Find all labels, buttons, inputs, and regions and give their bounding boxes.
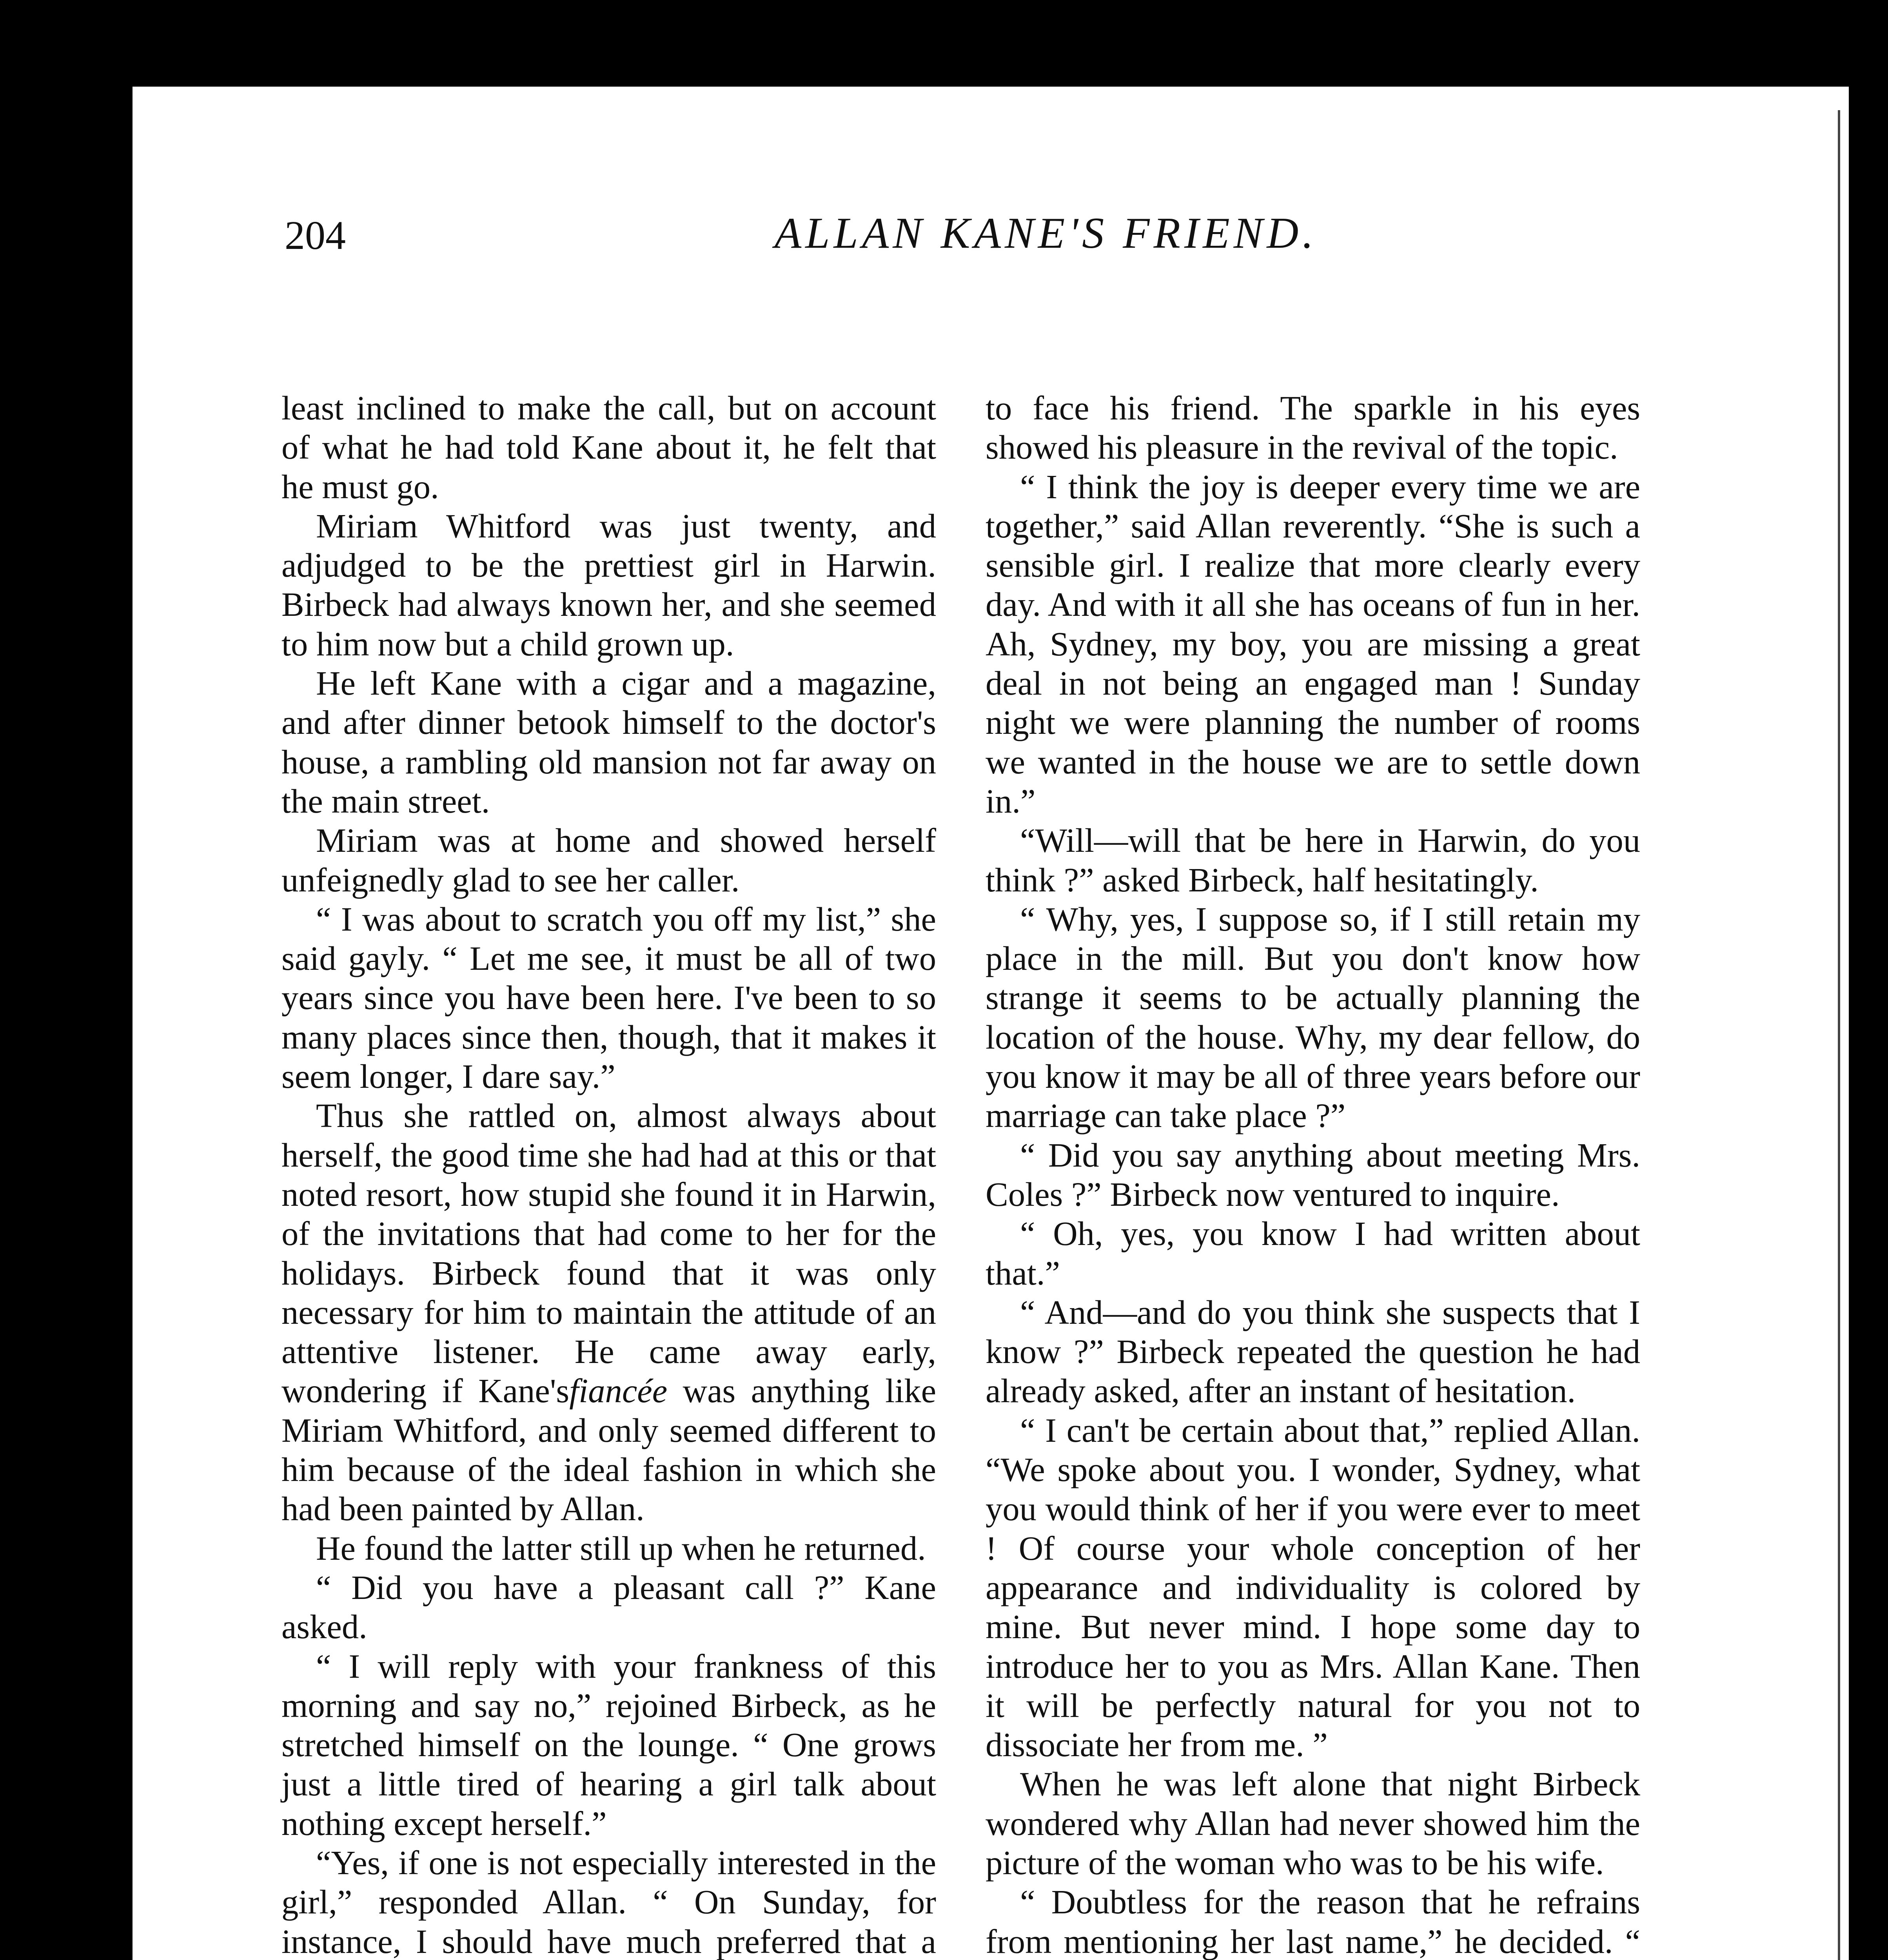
running-title: ALLAN KANE'S FRIEND. [774, 209, 1318, 258]
paragraph: “ I was about to scratch you off my list,” she said gayly. “ Let me see, it must be all of two years since you have been here. I've been to so many places since then, though, that it makes it seem longer, I dare say.” [281, 900, 936, 1096]
page-edge-line [1838, 110, 1840, 1960]
page-number: 204 [285, 213, 346, 258]
paragraph: “ Oh, yes, you know I had written about that.” [986, 1215, 1640, 1292]
book-page [133, 87, 1849, 1960]
paragraph: least inclined to make the call, but on account of what he had told Kane about it, he felt that he must go. [281, 389, 936, 506]
paragraph: He left Kane with a cigar and a magazine, and after dinner betook himself to the doctor's house, a rambling old mansion not far away on the main street. [281, 664, 936, 820]
paragraph: Miriam was at home and showed herself unfeignedly glad to see her caller. [281, 822, 936, 899]
paragraph: to face his friend. The sparkle in his eyes showed his pleasure in the revival of the topic. [986, 389, 1640, 466]
paragraph: “ Did you say anything about meeting Mrs. Coles ?” Birbeck now ventured to inquire. [986, 1136, 1640, 1213]
paragraph-text: was anything like Miriam Whitford, and only seemed different to him because of the ideal fashion in which she had been painted by Allan. [281, 1372, 937, 1528]
paragraph: “ Doubtless for the reason that he refrains from mentioning her last name,” he decided. “ [986, 1883, 1640, 1960]
paragraph: When he was left alone that night Birbeck wondered why Allan had never showed him the picture of the woman who was to be his wife. [986, 1765, 1640, 1882]
paragraph: “ I think the joy is deeper every time we are together,” said Allan reverently. “She is such a sensible girl. I realize that more clearly every day. And with it all she has oceans of fun in her. Ah, Sydney, my boy, you are missing a great deal in not being an engaged man ! Sunday night we were planning the number of rooms we wanted in the house we are to settle down in.” [986, 468, 1640, 820]
paragraph: “ And—and do you think she suspects that I know ?” Birbeck repeated the question he had already asked, after an instant of hesitation. [986, 1293, 1640, 1410]
left-column [281, 388, 936, 1960]
paragraph [281, 1096, 936, 1528]
paragraph: “Yes, if one is not especially interested in the girl,” responded Allan. “ On Sunday, for instance, I should have much preferred that a [281, 1844, 936, 1960]
paragraph: “ Did you have a pleasant call ?” Kane asked. [281, 1568, 936, 1646]
paragraph: “ I will reply with your frankness of this morning and say no,” rejoined Birbeck, as he stretched himself on the lounge. “ One grows just a little tired of hearing a girl talk about nothing except herself.” [281, 1647, 936, 1842]
paragraph: “Will—will that be here in Harwin, do you think ?” asked Birbeck, half hesitatingly. [986, 822, 1640, 899]
paragraph: “ I can't be certain about that,” replied Allan. “We spoke about you. I wonder, Sydney, what you would think of her if you were ever to meet ! Of course your whole conception of her appearance and individuality is colored by mine. But never mind. I hope some day to introduce her to you as Mrs. Allan Kane. Then it will be perfectly natural for you not to dissociate her from me. ” [986, 1411, 1640, 1764]
paragraph: “ Why, yes, I suppose so, if I still retain my place in the mill. But you don't know how strange it seems to be actually planning the location of the house. Why, my dear fellow, do you know it may be all of three years before our marriage can take place ?” [986, 900, 1640, 1135]
right-column [986, 388, 1640, 1960]
page-header [133, 208, 1849, 271]
italic-word: fiancée [569, 1372, 668, 1410]
paragraph: He found the latter still up when he returned. [316, 1529, 926, 1567]
paragraph: Miriam Whitford was just twenty, and adjudged to be the prettiest girl in Harwin. Birbeck had always known her, and she seemed to him now but a child grown up. [281, 507, 936, 663]
paragraph-text: Thus she rattled on, almost always about herself, the good time she had had at this or that noted resort, how stupid she found it in Harwin, of the invitations that had come to her for the holidays. Birbeck found that it was only necessary for him to maintain the attitude of an attentive listener. He came away early, wondering if Kane's [281, 1097, 936, 1410]
